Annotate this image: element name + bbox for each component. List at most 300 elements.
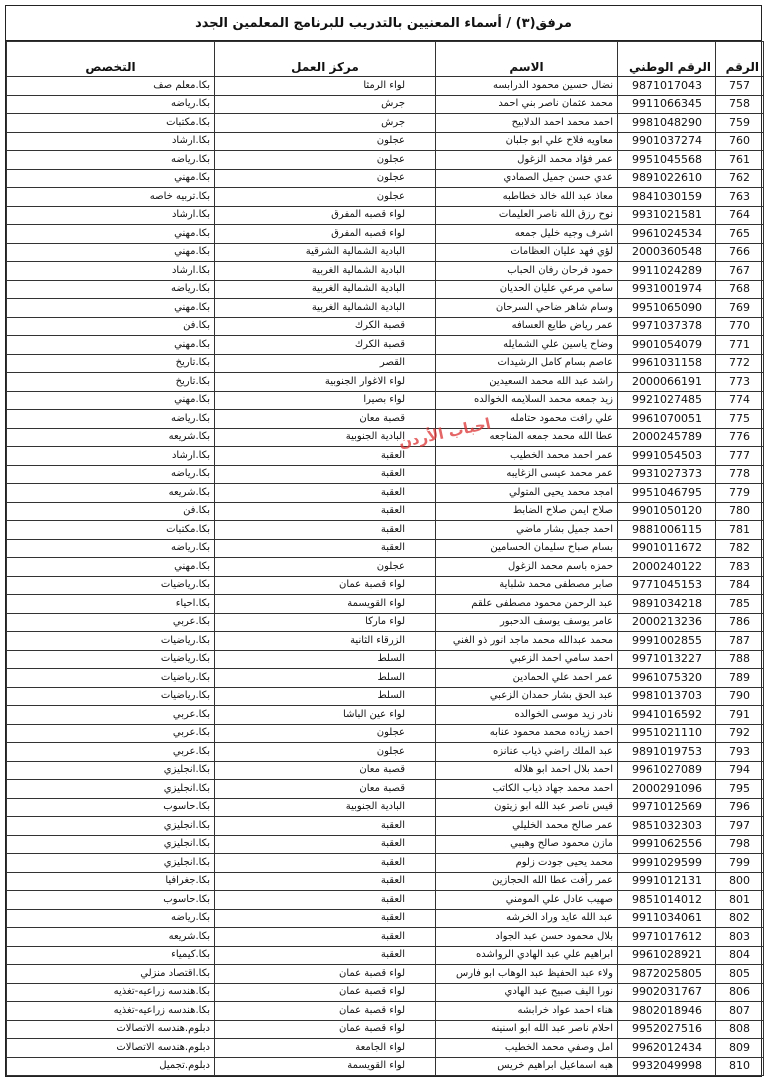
trainee-name-cell: مازن محمود صالح وهيبي <box>436 835 618 854</box>
table-row <box>7 373 764 392</box>
table-row <box>7 299 764 318</box>
table-row <box>7 169 764 188</box>
trainee-name-cell: ولاء عبد الحفيظ عبد الوهاب ابو فارس <box>436 965 618 984</box>
specialization-cell: بكا.رياضه <box>7 465 215 484</box>
trainee-name-cell: احمد بلال احمد ابو هلاله <box>436 761 618 780</box>
national-id-cell: 9911066345 <box>618 95 716 114</box>
specialization-cell: بكا.انجليزي <box>7 835 215 854</box>
trainee-name-cell: عمر احمد علي الحمادين <box>436 669 618 688</box>
workplace-cell: القصر <box>215 354 436 373</box>
table-row <box>7 613 764 632</box>
specialization-cell: بكا.مهني <box>7 225 215 244</box>
trainee-name-cell: صابر مصطفى محمد شلباية <box>436 576 618 595</box>
national-id-cell: 9881006115 <box>618 521 716 540</box>
specialization-cell: بكا.رياضه <box>7 280 215 299</box>
table-row <box>7 854 764 873</box>
row-number-cell: 800 <box>716 872 764 891</box>
trainee-name-cell: احمد سامي احمد الزعبي <box>436 650 618 669</box>
specialization-cell: بكا.انجليزي <box>7 761 215 780</box>
national-id-cell: 9901011672 <box>618 539 716 558</box>
national-id-cell: 2000291096 <box>618 780 716 799</box>
trainee-name-cell: امل وصفي محمد الخطيب <box>436 1039 618 1058</box>
national-id-cell: 9891034218 <box>618 595 716 614</box>
trainee-name-cell: قيس ناصر عبد الله ابو زيتون <box>436 798 618 817</box>
trainee-name-cell: نادر زيد موسى الخوالده <box>436 706 618 725</box>
table-row <box>7 428 764 447</box>
specialization-cell: دبلوم.هندسه الاتصالات <box>7 1020 215 1039</box>
row-number-cell: 772 <box>716 354 764 373</box>
national-id-cell: 9901037274 <box>618 132 716 151</box>
row-number-cell: 757 <box>716 77 764 96</box>
row-number-cell: 759 <box>716 114 764 133</box>
national-id-cell: 9771045153 <box>618 576 716 595</box>
trainee-name-cell: ابراهيم علي عبد الهادي الرواشده <box>436 946 618 965</box>
row-number-cell: 784 <box>716 576 764 595</box>
row-number-cell: 803 <box>716 928 764 947</box>
table-row <box>7 558 764 577</box>
row-number-cell: 792 <box>716 724 764 743</box>
specialization-cell: بكا.معلم صف <box>7 77 215 96</box>
specialization-cell: بكا.رياضيات <box>7 632 215 651</box>
specialization-cell: بكا.مهني <box>7 169 215 188</box>
national-id-cell: 9802018946 <box>618 1002 716 1021</box>
row-number-cell: 788 <box>716 650 764 669</box>
row-number-cell: 799 <box>716 854 764 873</box>
trainee-name-cell: وسام شاهر ضاحي السرحان <box>436 299 618 318</box>
workplace-cell: لواء قصبة عمان <box>215 576 436 595</box>
table-row <box>7 780 764 799</box>
national-id-cell: 9902031767 <box>618 983 716 1002</box>
workplace-cell: عجلون <box>215 558 436 577</box>
trainee-name-cell: عمر احمد محمد الخطيب <box>436 447 618 466</box>
document-sheet <box>5 5 762 1077</box>
trainee-name-cell: نوح رزق الله ناصر العليمات <box>436 206 618 225</box>
trainee-name-cell: عمر صالح محمد الخليلي <box>436 817 618 836</box>
row-number-cell: 782 <box>716 539 764 558</box>
national-id-cell: 2000240122 <box>618 558 716 577</box>
row-number-cell: 789 <box>716 669 764 688</box>
national-id-cell: 9971013227 <box>618 650 716 669</box>
workplace-cell: لواء عين الباشا <box>215 706 436 725</box>
workplace-cell: قصبة الكرك <box>215 317 436 336</box>
national-id-cell: 9952027516 <box>618 1020 716 1039</box>
trainee-name-cell: حمود فرحان رفان الحباب <box>436 262 618 281</box>
table-row <box>7 724 764 743</box>
table-row <box>7 243 764 262</box>
specialization-cell: بكا.رياضه <box>7 410 215 429</box>
row-number-cell: 798 <box>716 835 764 854</box>
row-number-cell: 769 <box>716 299 764 318</box>
workplace-cell: لواء قصبه المفرق <box>215 206 436 225</box>
national-id-cell: 9851032303 <box>618 817 716 836</box>
workplace-cell: العقبة <box>215 484 436 503</box>
row-number-cell: 790 <box>716 687 764 706</box>
specialization-cell: بكا.ارشاد <box>7 132 215 151</box>
workplace-cell: البادية الشمالية الغربية <box>215 280 436 299</box>
national-id-cell: 2000213236 <box>618 613 716 632</box>
trainee-name-cell: لؤي فهد عليان العظامات <box>436 243 618 262</box>
trainee-name-cell: احمد محمد احمد الدلابيح <box>436 114 618 133</box>
specialization-cell: بكا.رياضيات <box>7 650 215 669</box>
row-number-cell: 809 <box>716 1039 764 1058</box>
table-row <box>7 1039 764 1058</box>
trainee-name-cell: احمد زياده محمد محمود عنابه <box>436 724 618 743</box>
table-row <box>7 1020 764 1039</box>
trainee-name-cell: عمر رياض طايع العسافه <box>436 317 618 336</box>
table-row <box>7 502 764 521</box>
workplace-cell: السلط <box>215 669 436 688</box>
workplace-cell: العقبة <box>215 502 436 521</box>
column-header-national-id: الرقم الوطني <box>618 42 716 77</box>
trainee-name-cell: عاصم بسام كامل الرشيدات <box>436 354 618 373</box>
workplace-cell: قصبة معان <box>215 410 436 429</box>
workplace-cell: البادية الشمالية الشرقية <box>215 243 436 262</box>
specialization-cell: بكا.عربي <box>7 613 215 632</box>
workplace-cell: عجلون <box>215 188 436 207</box>
national-id-cell: 9971012569 <box>618 798 716 817</box>
specialization-cell: بكا.اقتصاد منزلي <box>7 965 215 984</box>
table-row <box>7 706 764 725</box>
workplace-cell: لواء الجامعة <box>215 1039 436 1058</box>
header-row <box>7 42 764 77</box>
row-number-cell: 804 <box>716 946 764 965</box>
national-id-cell: 2000245789 <box>618 428 716 447</box>
specialization-cell: بكا.رياضه <box>7 95 215 114</box>
national-id-cell: 9951046795 <box>618 484 716 503</box>
table-row <box>7 576 764 595</box>
row-number-cell: 781 <box>716 521 764 540</box>
trainee-name-cell: هناء احمد عواد خرابشه <box>436 1002 618 1021</box>
row-number-cell: 805 <box>716 965 764 984</box>
workplace-cell: السلط <box>215 687 436 706</box>
watermark: احباب الأردن <box>397 414 493 452</box>
specialization-cell: بكا.هندسه زراعيه-تغذيه <box>7 983 215 1002</box>
row-number-cell: 764 <box>716 206 764 225</box>
column-header-workplace: مركز العمل <box>215 42 436 77</box>
trainee-name-cell: نضال حسين محمود الدرابسه <box>436 77 618 96</box>
specialization-cell: بكا.شريعه <box>7 484 215 503</box>
table-row <box>7 928 764 947</box>
national-id-cell: 9981013703 <box>618 687 716 706</box>
workplace-cell: العقبة <box>215 835 436 854</box>
row-number-cell: 776 <box>716 428 764 447</box>
row-number-cell: 768 <box>716 280 764 299</box>
workplace-cell: الزرقاء الثانية <box>215 632 436 651</box>
table-row <box>7 317 764 336</box>
row-number-cell: 795 <box>716 780 764 799</box>
specialization-cell: بكا.مهني <box>7 558 215 577</box>
workplace-cell: السلط <box>215 650 436 669</box>
row-number-cell: 761 <box>716 151 764 170</box>
row-number-cell: 806 <box>716 983 764 1002</box>
specialization-cell: بكا.ارشاد <box>7 206 215 225</box>
specialization-cell: بكا.رياضيات <box>7 687 215 706</box>
specialization-cell: بكا.مكتبات <box>7 114 215 133</box>
national-id-cell: 9891019753 <box>618 743 716 762</box>
workplace-cell: قصبة معان <box>215 780 436 799</box>
table-row <box>7 539 764 558</box>
trainee-name-cell: احلام ناصر عبد الله ابو اسنينه <box>436 1020 618 1039</box>
row-number-cell: 762 <box>716 169 764 188</box>
specialization-cell: بكا.انجليزي <box>7 854 215 873</box>
trainee-name-cell: علي رافت محمود حتامله <box>436 410 618 429</box>
specialization-cell: دبلوم.تجميل <box>7 1057 215 1076</box>
trainee-name-cell: نورا اليف صبيح عبد الهادي <box>436 983 618 1002</box>
national-id-cell: 9981048290 <box>618 114 716 133</box>
workplace-cell: جرش <box>215 95 436 114</box>
row-number-cell: 787 <box>716 632 764 651</box>
national-id-cell: 9991054503 <box>618 447 716 466</box>
workplace-cell: لواء قصبة عمان <box>215 983 436 1002</box>
workplace-cell: لواء بصيرا <box>215 391 436 410</box>
row-number-cell: 780 <box>716 502 764 521</box>
national-id-cell: 9951045568 <box>618 151 716 170</box>
document-title: مرفق(٣) / أسماء المعنيين بالتدريب للبرنامج المعلمين الجدد <box>6 6 761 41</box>
national-id-cell: 9931001974 <box>618 280 716 299</box>
table-row <box>7 595 764 614</box>
national-id-cell: 9871017043 <box>618 77 716 96</box>
row-number-cell: 785 <box>716 595 764 614</box>
specialization-cell: بكا.فن <box>7 502 215 521</box>
specialization-cell: بكا.تربيه خاصه <box>7 188 215 207</box>
row-number-cell: 793 <box>716 743 764 762</box>
workplace-cell: العقبة <box>215 817 436 836</box>
table-row <box>7 835 764 854</box>
workplace-cell: البادية الجنوبية <box>215 798 436 817</box>
specialization-cell: بكا.ارشاد <box>7 262 215 281</box>
column-header-number: الرقم <box>716 42 764 77</box>
table-row <box>7 521 764 540</box>
table-row <box>7 225 764 244</box>
specialization-cell: بكا.مهني <box>7 336 215 355</box>
table-row <box>7 206 764 225</box>
national-id-cell: 9901050120 <box>618 502 716 521</box>
table-row <box>7 983 764 1002</box>
workplace-cell: لواء قصبة عمان <box>215 965 436 984</box>
national-id-cell: 9841030159 <box>618 188 716 207</box>
row-number-cell: 771 <box>716 336 764 355</box>
trainee-name-cell: عطا الله محمد جمعه المناجعه <box>436 428 618 447</box>
table-row <box>7 965 764 984</box>
table-row <box>7 447 764 466</box>
table-row <box>7 817 764 836</box>
national-id-cell: 9961027089 <box>618 761 716 780</box>
row-number-cell: 797 <box>716 817 764 836</box>
specialization-cell: بكا.رياضه <box>7 151 215 170</box>
trainee-name-cell: حمزه باسم محمد الزغول <box>436 558 618 577</box>
row-number-cell: 791 <box>716 706 764 725</box>
table-row <box>7 946 764 965</box>
national-id-cell: 9961028921 <box>618 946 716 965</box>
trainee-name-cell: عدي حسن جميل الصمادي <box>436 169 618 188</box>
trainee-name-cell: وضاح ياسين علي الشمايله <box>436 336 618 355</box>
row-number-cell: 778 <box>716 465 764 484</box>
trainee-name-cell: صهيب عادل علي المومني <box>436 891 618 910</box>
trainee-name-cell: عمر رأفت عطا الله الحجازين <box>436 872 618 891</box>
trainee-name-cell: عبد الحق بشار حمدان الزعبي <box>436 687 618 706</box>
table-row <box>7 188 764 207</box>
workplace-cell: عجلون <box>215 132 436 151</box>
trainee-name-cell: راشد عبد الله محمد السعيدين <box>436 373 618 392</box>
table-row <box>7 1002 764 1021</box>
national-id-cell: 9911034061 <box>618 909 716 928</box>
workplace-cell: لواء قصبة عمان <box>215 1020 436 1039</box>
table-row <box>7 391 764 410</box>
specialization-cell: بكا.فن <box>7 317 215 336</box>
specialization-cell: بكا.مهني <box>7 299 215 318</box>
table-row <box>7 114 764 133</box>
workplace-cell: قصبة معان <box>215 761 436 780</box>
table-row <box>7 95 764 114</box>
national-id-cell: 9971017612 <box>618 928 716 947</box>
trainee-name-cell: اشرف وجيه خليل جمعه <box>436 225 618 244</box>
national-id-cell: 9991029599 <box>618 854 716 873</box>
row-number-cell: 779 <box>716 484 764 503</box>
trainee-name-cell: عمر فؤاد محمد الزغول <box>436 151 618 170</box>
row-number-cell: 758 <box>716 95 764 114</box>
national-id-cell: 9851014012 <box>618 891 716 910</box>
national-id-cell: 9941016592 <box>618 706 716 725</box>
row-number-cell: 808 <box>716 1020 764 1039</box>
trainee-name-cell: معاويه فلاح علي ابو جلبان <box>436 132 618 151</box>
workplace-cell: قصبة الكرك <box>215 336 436 355</box>
row-number-cell: 774 <box>716 391 764 410</box>
trainee-name-cell: احمد محمد جهاد ذياب الكاتب <box>436 780 618 799</box>
row-number-cell: 767 <box>716 262 764 281</box>
trainee-name-cell: عبد الملك راضي ذياب عنانزه <box>436 743 618 762</box>
national-id-cell: 9951021110 <box>618 724 716 743</box>
table-row <box>7 354 764 373</box>
workplace-cell: لواء الاغوار الجنوبية <box>215 373 436 392</box>
table-row <box>7 891 764 910</box>
row-number-cell: 802 <box>716 909 764 928</box>
specialization-cell: بكا.عربي <box>7 743 215 762</box>
row-number-cell: 794 <box>716 761 764 780</box>
workplace-cell: العقبة <box>215 539 436 558</box>
specialization-cell: بكا.رياضه <box>7 539 215 558</box>
specialization-cell: بكا.تاريخ <box>7 354 215 373</box>
trainee-name-cell: احمد جميل بشار ماضي <box>436 521 618 540</box>
row-number-cell: 775 <box>716 410 764 429</box>
table-row <box>7 687 764 706</box>
table-row <box>7 743 764 762</box>
national-id-cell: 9961075320 <box>618 669 716 688</box>
trainee-name-cell: سامي مرعي عليان الحديان <box>436 280 618 299</box>
table-row <box>7 650 764 669</box>
workplace-cell: العقبة <box>215 521 436 540</box>
table-row <box>7 484 764 503</box>
row-number-cell: 807 <box>716 1002 764 1021</box>
trainee-name-cell: بلال محمود حسن عبد الجواد <box>436 928 618 947</box>
specialization-cell: بكا.رياضيات <box>7 576 215 595</box>
national-id-cell: 9991012131 <box>618 872 716 891</box>
row-number-cell: 765 <box>716 225 764 244</box>
trainee-name-cell: محمد يحيى جودت زلوم <box>436 854 618 873</box>
table-row <box>7 669 764 688</box>
workplace-cell: العقبة <box>215 872 436 891</box>
table-row <box>7 761 764 780</box>
workplace-cell: البادية الشمالية الغربية <box>215 262 436 281</box>
table-row <box>7 262 764 281</box>
workplace-cell: العقبة <box>215 447 436 466</box>
national-id-cell: 9891022610 <box>618 169 716 188</box>
table-row <box>7 151 764 170</box>
row-number-cell: 770 <box>716 317 764 336</box>
specialization-cell: بكا.رياضه <box>7 909 215 928</box>
workplace-cell: لواء ماركا <box>215 613 436 632</box>
table-row <box>7 336 764 355</box>
national-id-cell: 9931021581 <box>618 206 716 225</box>
table-row <box>7 1057 764 1076</box>
row-number-cell: 773 <box>716 373 764 392</box>
row-number-cell: 786 <box>716 613 764 632</box>
row-number-cell: 783 <box>716 558 764 577</box>
table-row <box>7 465 764 484</box>
specialization-cell: بكا.كيمياء <box>7 946 215 965</box>
trainee-name-cell: عامر يوسف يوسف الدحبور <box>436 613 618 632</box>
specialization-cell: بكا.مهني <box>7 391 215 410</box>
row-number-cell: 810 <box>716 1057 764 1076</box>
workplace-cell: عجلون <box>215 743 436 762</box>
workplace-cell: لواء الرمثا <box>215 77 436 96</box>
trainee-name-cell: محمد عثمان ناصر بني احمد <box>436 95 618 114</box>
specialization-cell: دبلوم.هندسه الاتصالات <box>7 1039 215 1058</box>
national-id-cell: 9991062556 <box>618 835 716 854</box>
national-id-cell: 9931027373 <box>618 465 716 484</box>
workplace-cell: لواء القويسمة <box>215 595 436 614</box>
national-id-cell: 9901054079 <box>618 336 716 355</box>
row-number-cell: 766 <box>716 243 764 262</box>
specialization-cell: بكا.مهني <box>7 243 215 262</box>
national-id-cell: 2000066191 <box>618 373 716 392</box>
trainee-name-cell: محمد عبدالله محمد ماجد انور ذو الغني <box>436 632 618 651</box>
workplace-cell: جرش <box>215 114 436 133</box>
table-row <box>7 798 764 817</box>
column-header-name: الاسم <box>436 42 618 77</box>
trainee-name-cell: زيد جمعه محمد السلايمه الخوالده <box>436 391 618 410</box>
table-row <box>7 132 764 151</box>
national-id-cell: 9962012434 <box>618 1039 716 1058</box>
workplace-cell: عجلون <box>215 169 436 188</box>
workplace-cell: لواء قصبه المفرق <box>215 225 436 244</box>
row-number-cell: 796 <box>716 798 764 817</box>
national-id-cell: 9911024289 <box>618 262 716 281</box>
workplace-cell: العقبة <box>215 946 436 965</box>
workplace-cell: العقبة <box>215 928 436 947</box>
national-id-cell: 9921027485 <box>618 391 716 410</box>
table-row <box>7 280 764 299</box>
trainee-name-cell: عبد الله عايد وراد الخرشه <box>436 909 618 928</box>
national-id-cell: 9932049998 <box>618 1057 716 1076</box>
trainee-name-cell: امجد محمد يحيى المتولي <box>436 484 618 503</box>
table-row <box>7 77 764 96</box>
row-number-cell: 763 <box>716 188 764 207</box>
table-row <box>7 632 764 651</box>
workplace-cell: العقبة <box>215 465 436 484</box>
national-id-cell: 9991002855 <box>618 632 716 651</box>
national-id-cell: 2000360548 <box>618 243 716 262</box>
table-row <box>7 410 764 429</box>
specialization-cell: بكا.تاريخ <box>7 373 215 392</box>
specialization-cell: بكا.مكتبات <box>7 521 215 540</box>
row-number-cell: 760 <box>716 132 764 151</box>
workplace-cell: عجلون <box>215 724 436 743</box>
specialization-cell: بكا.حاسوب <box>7 798 215 817</box>
workplace-cell: العقبة <box>215 891 436 910</box>
trainees-table <box>6 41 764 1076</box>
trainee-name-cell: معاذ عبد الله خالد خطاطبه <box>436 188 618 207</box>
workplace-cell: عجلون <box>215 151 436 170</box>
